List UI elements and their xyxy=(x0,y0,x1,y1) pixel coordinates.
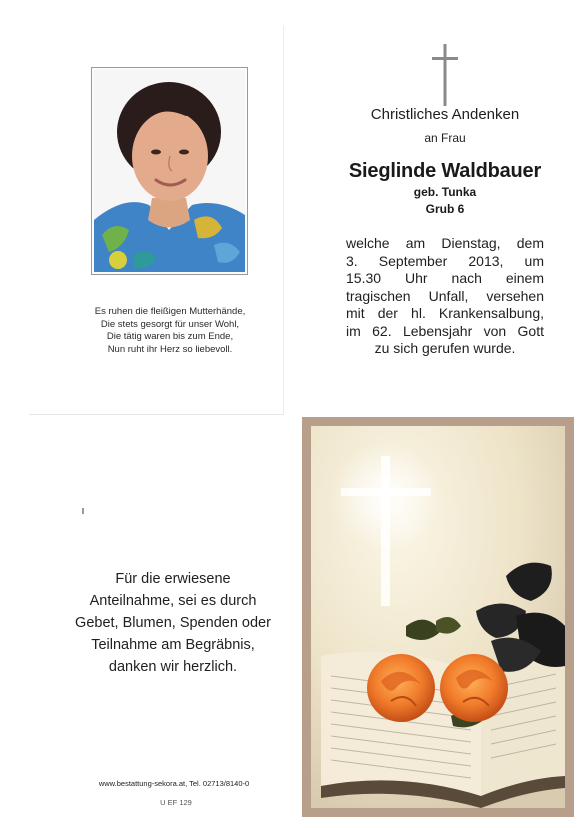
memorial-text-line: mit der hl. Krankensalbung, xyxy=(346,305,544,321)
deceased-name: Sieglinde Waldbauer xyxy=(348,160,542,182)
memorial-text-line: tragischen Unfall, versehen xyxy=(346,287,544,304)
fold-mark xyxy=(82,508,84,514)
poem-block xyxy=(60,306,280,356)
poem-line: Die tätig waren bis zum Ende, xyxy=(106,331,234,342)
memorial-text-line: 3. September 2013, um xyxy=(346,252,544,269)
maiden-name: geb. Tunka xyxy=(413,185,477,199)
thanks-line: Gebet, Blumen, Spenden oder xyxy=(75,615,271,631)
memorial-salutation: an Frau xyxy=(424,131,466,145)
memorial-heading: Christliches Andenken xyxy=(370,106,520,123)
thanks-line: danken wir herzlich. xyxy=(108,659,238,675)
cross-icon xyxy=(430,42,460,108)
portrait-image xyxy=(94,70,245,272)
memorial-text-line: welche am Dienstag, dem xyxy=(346,235,544,251)
portrait-photo xyxy=(94,70,245,272)
thanks-block xyxy=(66,568,280,678)
poem-line: Die stets gesorgt für unser Wohl, xyxy=(100,318,240,330)
address: Grub 6 xyxy=(425,202,465,216)
card-code: U EF 129 xyxy=(160,798,192,807)
poem-line: Nun ruht ihr Herz so liebevoll. xyxy=(107,343,233,355)
thanks-line: Teilnahme am Begräbnis, xyxy=(91,637,255,653)
memorial-text-line: im 62. Lebensjahr von Gott xyxy=(346,322,544,339)
funeral-home-contact: www.bestattung-sekora.at, Tel. 02713/8140-0 xyxy=(98,779,250,788)
memorial-text xyxy=(346,235,544,358)
portrait-frame xyxy=(91,67,248,275)
memorial-text-line: 15.30 Uhr nach einem xyxy=(346,270,544,286)
memorial-text-line: zu sich gerufen wurde. xyxy=(374,340,516,356)
roses-on-bible-illustration xyxy=(311,426,565,808)
thanks-line: Anteilnahme, sei es durch xyxy=(89,593,257,609)
illustration-frame xyxy=(302,417,574,817)
thanks-line: Für die erwiesene xyxy=(115,571,231,587)
poem-line: Es ruhen die fleißigen Mutterhände, xyxy=(94,306,246,317)
